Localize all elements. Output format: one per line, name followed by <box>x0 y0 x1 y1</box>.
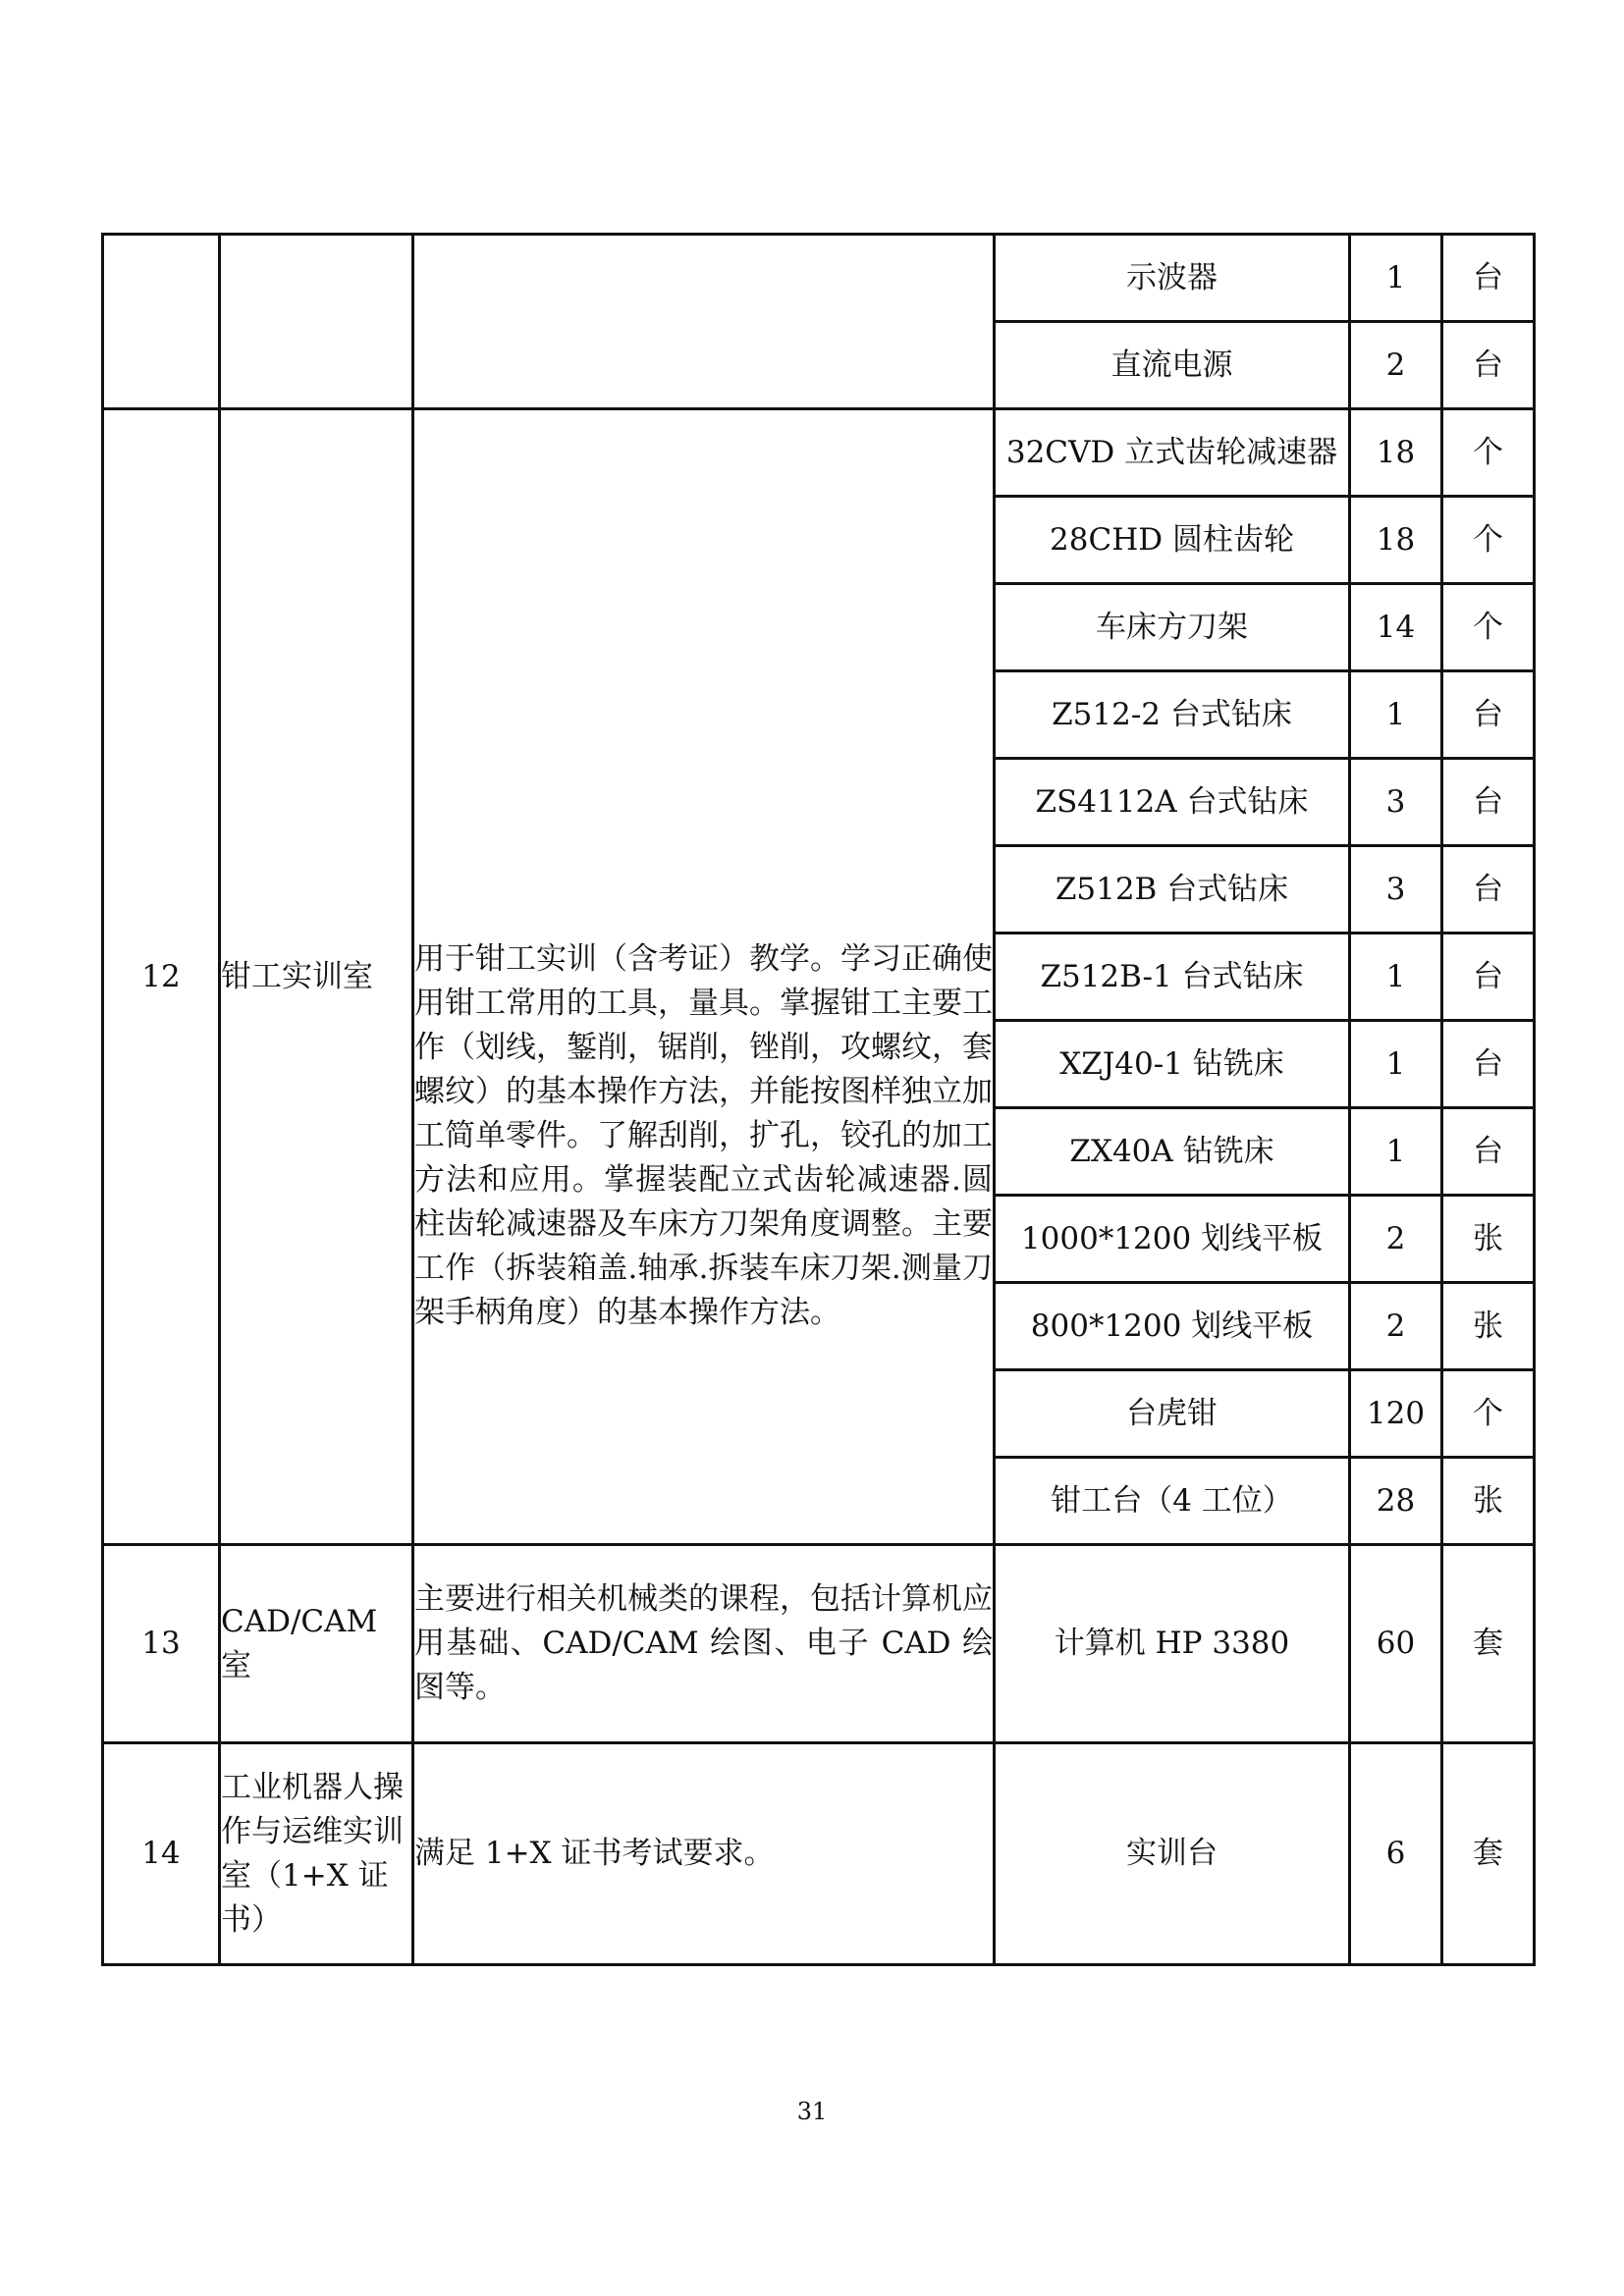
equipment-name: 钳工台（4 工位） <box>995 1458 1350 1545</box>
equipment-unit: 台 <box>1442 235 1535 322</box>
equipment-qty: 1 <box>1350 235 1442 322</box>
room-description: 满足 1+X 证书考试要求。 <box>413 1743 995 1965</box>
equipment-unit: 套 <box>1442 1545 1535 1743</box>
equipment-qty: 6 <box>1350 1743 1442 1965</box>
equipment-unit: 张 <box>1442 1196 1535 1283</box>
equipment-name: 28CHD 圆柱齿轮 <box>995 497 1350 584</box>
room-description: 主要进行相关机械类的课程，包括计算机应用基础、CAD/CAM 绘图、电子 CAD 绘图等。 <box>413 1545 995 1743</box>
equipment-qty: 1 <box>1350 934 1442 1021</box>
equipment-qty: 3 <box>1350 759 1442 846</box>
table-row <box>103 235 1535 322</box>
room-name: CAD/CAM 室 <box>220 1545 413 1743</box>
equipment-qty: 14 <box>1350 584 1442 671</box>
room-name <box>220 235 413 409</box>
equipment-unit: 台 <box>1442 1021 1535 1108</box>
table-row <box>103 409 1535 497</box>
page-number: 31 <box>796 2098 828 2125</box>
equipment-qty: 1 <box>1350 671 1442 759</box>
table-row <box>103 1545 1535 1743</box>
equipment-name: Z512-2 台式钻床 <box>995 671 1350 759</box>
equipment-qty: 28 <box>1350 1458 1442 1545</box>
equipment-qty: 1 <box>1350 1021 1442 1108</box>
equipment-name: ZX40A 钻铣床 <box>995 1108 1350 1196</box>
equipment-unit: 台 <box>1442 759 1535 846</box>
room-description-text: 用于钳工实训（含考证）教学。学习正确使用钳工常用的工具，量具。掌握钳工主要工作（划线，錾削，锯削，锉削，攻螺纹，套螺纹）的基本操作方法，并能按图样独立加工简单零件。了解刮削，扩孔，铰孔的加工方法和应用。掌握装配立式齿轮减速器.圆柱齿轮减速器及车床方刀架角度调整。主要工作（拆装箱盖.轴承.拆装车床刀架.测量刀架手柄角度）的基本操作方法。 <box>414 941 993 1330</box>
row-number: 13 <box>103 1545 220 1743</box>
equipment-unit: 个 <box>1442 409 1535 497</box>
row-number <box>103 235 220 409</box>
equipment-name: 1000*1200 划线平板 <box>995 1196 1350 1283</box>
equipment-qty: 1 <box>1350 1108 1442 1196</box>
equipment-name: ZS4112A 台式钻床 <box>995 759 1350 846</box>
equipment-name: 实训台 <box>995 1743 1350 1965</box>
equipment-unit: 个 <box>1442 497 1535 584</box>
room-description <box>413 235 995 409</box>
equipment-name: Z512B-1 台式钻床 <box>995 934 1350 1021</box>
equipment-qty: 60 <box>1350 1545 1442 1743</box>
equipment-unit: 个 <box>1442 584 1535 671</box>
equipment-name: 示波器 <box>995 235 1350 322</box>
room-name: 工业机器人操作与运维实训室（1+X 证书） <box>220 1743 413 1965</box>
equipment-name: 车床方刀架 <box>995 584 1350 671</box>
equipment-qty: 3 <box>1350 846 1442 934</box>
equipment-name: 台虎钳 <box>995 1370 1350 1458</box>
equipment-name: 800*1200 划线平板 <box>995 1283 1350 1370</box>
equipment-qty: 2 <box>1350 322 1442 409</box>
equipment-unit: 台 <box>1442 934 1535 1021</box>
equipment-name: XZJ40-1 钻铣床 <box>995 1021 1350 1108</box>
table-row <box>103 1743 1535 1965</box>
equipment-name: 32CVD 立式齿轮减速器 <box>995 409 1350 497</box>
equipment-name: 直流电源 <box>995 322 1350 409</box>
equipment-unit: 台 <box>1442 846 1535 934</box>
equipment-unit: 台 <box>1442 1108 1535 1196</box>
equipment-qty: 18 <box>1350 497 1442 584</box>
equipment-name: Z512B 台式钻床 <box>995 846 1350 934</box>
room-name: 钳工实训室 <box>220 409 413 1545</box>
equipment-qty: 120 <box>1350 1370 1442 1458</box>
equipment-unit: 台 <box>1442 322 1535 409</box>
equipment-unit: 台 <box>1442 671 1535 759</box>
equipment-name: 计算机 HP 3380 <box>995 1545 1350 1743</box>
row-number: 12 <box>103 409 220 1545</box>
equipment-qty: 2 <box>1350 1196 1442 1283</box>
equipment-qty: 18 <box>1350 409 1442 497</box>
equipment-qty: 2 <box>1350 1283 1442 1370</box>
equipment-unit: 张 <box>1442 1283 1535 1370</box>
room-description <box>413 409 995 1545</box>
equipment-unit: 个 <box>1442 1370 1535 1458</box>
equipment-unit: 张 <box>1442 1458 1535 1545</box>
row-number: 14 <box>103 1743 220 1965</box>
equipment-unit: 套 <box>1442 1743 1535 1965</box>
equipment-table <box>101 233 1536 1966</box>
